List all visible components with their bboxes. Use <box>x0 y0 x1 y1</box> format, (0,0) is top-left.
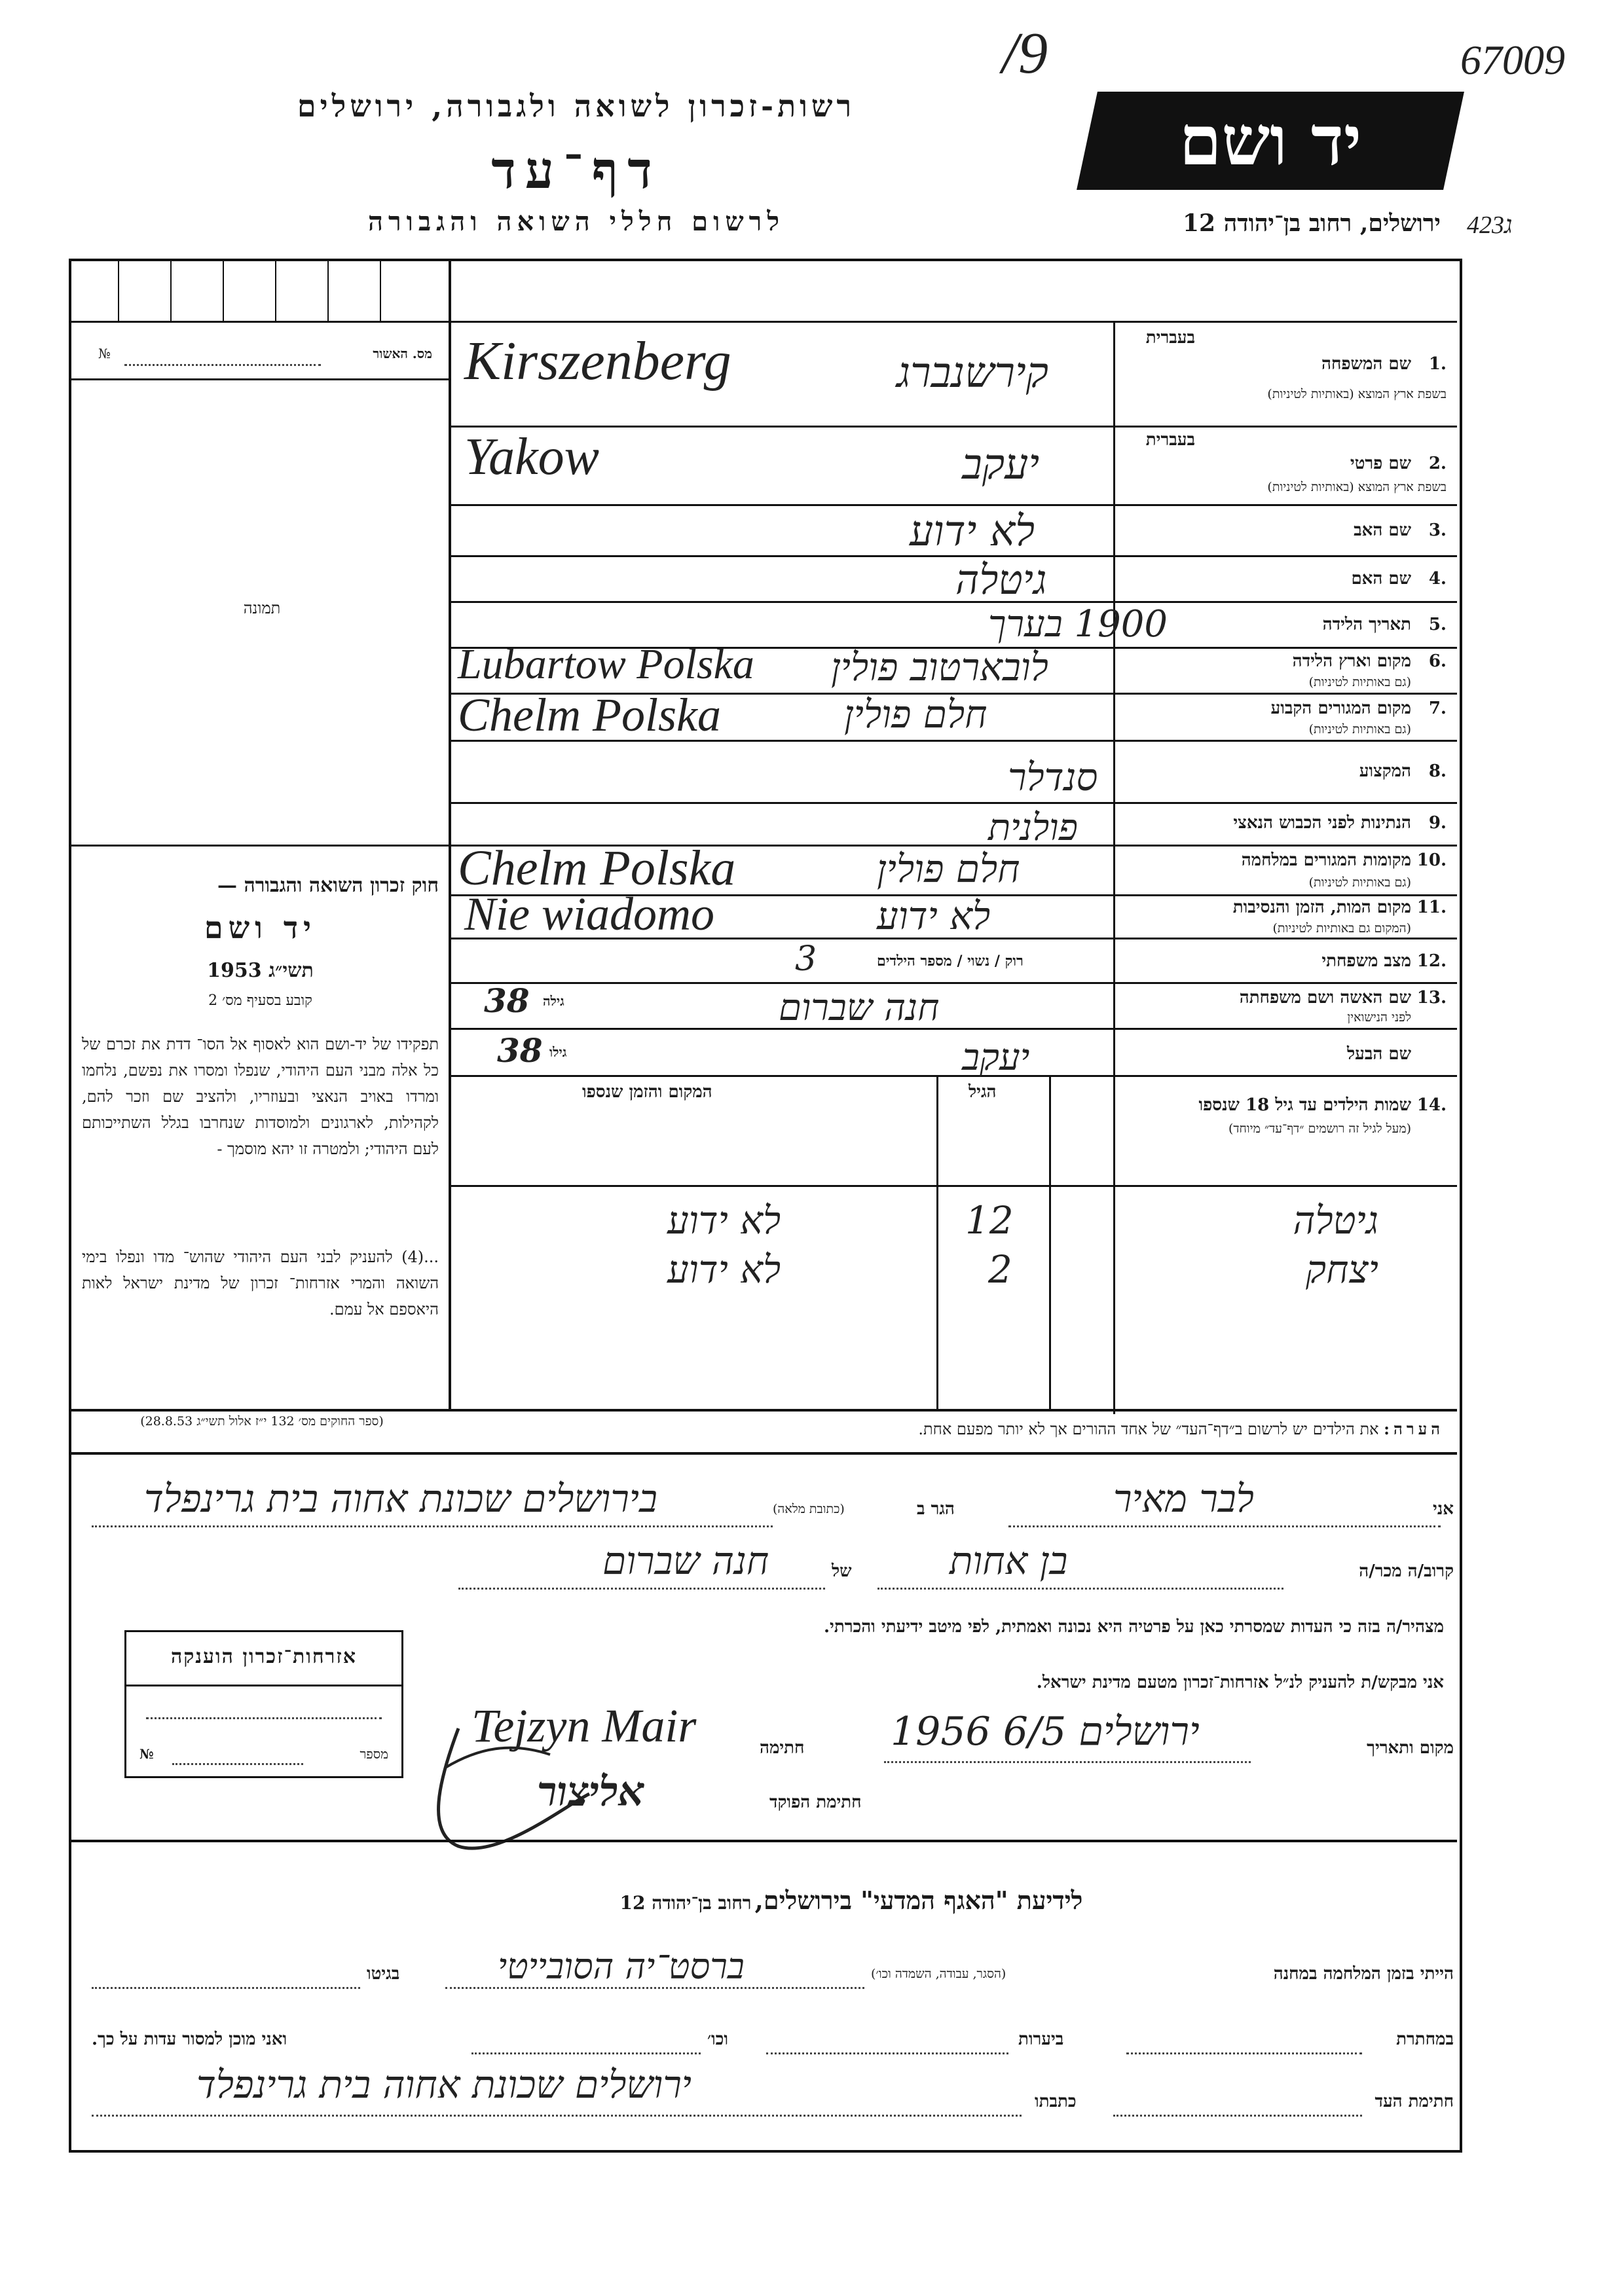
field-label: מקום וארץ הלידה <box>1292 651 1411 671</box>
field-sublabel: (גם באותיות לטיניות) <box>1308 675 1411 689</box>
address-label: כתבתו <box>1035 2092 1077 2111</box>
field-number: 2. <box>1428 454 1447 473</box>
value-hebrew: לובארטוב פולין <box>831 645 1048 689</box>
field-number: 10. <box>1416 850 1447 870</box>
field-label: תאריך הלידה <box>1322 615 1411 634</box>
value-hebrew: קירשנברג <box>896 349 1048 397</box>
value-hebrew: חלם פולין <box>844 692 987 737</box>
value-latin: Chelm Polska <box>458 689 721 741</box>
form-title: דף־עד <box>491 141 661 200</box>
ghetto-label: בגיטו <box>367 1964 400 1984</box>
field-number: 4. <box>1428 569 1447 589</box>
field-number: 7. <box>1428 699 1447 718</box>
forests-label: ביערות <box>1018 2030 1064 2049</box>
value-latin: Kirszenberg <box>464 331 731 392</box>
field-label: מקום המגורים הקבוע <box>1270 699 1411 718</box>
citizenship-no-sign: № <box>139 1746 154 1762</box>
decl-relation-label: קרוב/ה מכר/ה <box>1359 1561 1454 1581</box>
field-permanent-residence[interactable] <box>451 689 1457 741</box>
serial-field[interactable] <box>92 340 432 373</box>
signature-label: חתימה <box>760 1738 805 1758</box>
decl-address[interactable]: בירושלים שכונת אחוה בית גרינפלד <box>144 1476 657 1521</box>
field-nationality[interactable] <box>451 804 1457 849</box>
field-label: שם האב <box>1354 520 1411 540</box>
child-row[interactable] <box>451 1198 1457 1250</box>
field-family-name[interactable] <box>451 323 1457 426</box>
field-family-status[interactable] <box>451 939 1457 982</box>
value-hebrew: לא ידוע <box>877 894 991 938</box>
law-year: תשי״ג 1953 <box>207 959 314 982</box>
serial-label: מס. האשור <box>373 346 432 361</box>
field-number: 12. <box>1416 951 1447 971</box>
form-subtitle: לרשום חללי השואה והגבורה <box>367 206 785 237</box>
field-sublabel: (גם באותיות לטיניות) <box>1308 875 1411 890</box>
children-header-note: (מעל לגיל זה רושמים ״דף־עד״ מיוחד) <box>1228 1121 1411 1136</box>
camp-note: (הסגר, עבודה, השמדה וכו׳) <box>871 1967 1006 1981</box>
official-signature-label: חתימת הפוקד <box>769 1793 862 1812</box>
witness-sig-label: חתימת העד <box>1375 2092 1454 2111</box>
value-hebrew: יעקב <box>962 1036 1030 1079</box>
children-header <box>451 1077 1457 1185</box>
witness-address[interactable]: ירושלים שכונת אחוה בית גרינפלד <box>196 2062 692 2107</box>
field-number: 8. <box>1428 761 1447 781</box>
value-hebrew: סנדלר <box>1008 755 1098 799</box>
child-name: יצחק <box>1306 1247 1378 1292</box>
signature-flourish <box>419 1702 616 1859</box>
field-label: מצב משפחתי <box>1321 951 1411 971</box>
law-source: (ספר החוקים מס׳ 132 י״ז אלול תשי״ג 28.8.53) <box>140 1414 384 1429</box>
ready-text: ואני מוכן למסור עדות על כך. <box>92 2030 287 2049</box>
citizenship-box <box>124 1630 403 1778</box>
camp-prefix: הייתי בזמן המלחמה במחנה <box>1273 1964 1454 1984</box>
field-mother-name[interactable] <box>451 556 1457 604</box>
children-number: 14. <box>1416 1095 1447 1115</box>
corner-code: 423ג <box>1467 211 1513 239</box>
field-sublabel: בשפת ארץ המוצא (באותיות לטיניות) <box>1267 480 1447 494</box>
footer-title-address: רחוב בן־יהודה 12 <box>619 1892 752 1914</box>
field-husband-name[interactable] <box>451 1030 1457 1079</box>
field-label: המקצוע <box>1359 761 1411 781</box>
photo-label: תמונה <box>243 599 281 617</box>
hebrew-tag: בעברית <box>1145 430 1195 450</box>
child-name: גיטלה <box>1293 1198 1378 1243</box>
wife-age: 38 <box>484 981 530 1020</box>
children-header-age: הגיל <box>969 1082 997 1102</box>
file-number: 67009 <box>1460 37 1565 83</box>
field-number: 1. <box>1428 354 1447 374</box>
field-number: 3. <box>1428 520 1447 540</box>
child-place: לא ידוע <box>667 1247 781 1292</box>
field-label: שם האם <box>1351 569 1411 589</box>
child-age: 2 <box>988 1247 1012 1292</box>
note-label: הערה: <box>1384 1419 1444 1438</box>
signature-value[interactable]: Tejzyn Mair <box>471 1700 697 1752</box>
field-number: 11. <box>1416 898 1447 917</box>
value-hebrew: יעקב <box>962 441 1040 489</box>
value-latin: Yakow <box>464 428 600 486</box>
field-number: 13. <box>1416 988 1447 1008</box>
children-header-names: שמות הילדים עד גיל 18 שנספו <box>1198 1095 1411 1115</box>
authority-line: רשות-זכרון לשואה ולגבורה, ירושלים <box>297 88 856 124</box>
decl-relation[interactable]: בן אחות <box>950 1539 1068 1583</box>
wife-age-label: גילה <box>543 993 564 1009</box>
value-latin: Chelm Polska <box>458 841 736 896</box>
field-number: 9. <box>1428 813 1447 833</box>
value-hebrew: 1900 בערך <box>988 603 1168 646</box>
field-label: שם האשה ושם משפחתה <box>1239 988 1411 1008</box>
field-sublabel: לפני הנישואין <box>1347 1010 1411 1025</box>
law-clause: קובע בסעיף מס׳ 2 <box>208 993 312 1009</box>
children-count: 3 <box>795 939 817 979</box>
decl-statement: מצהיר/ה בזה כי העדות שמסרתי כאן על פרטיה היא נכונה ואמתית, לפי מיטב ידיעתי והכרתי. <box>823 1617 1444 1637</box>
citizenship-title: אזרחות־זכרון הוענקה <box>170 1645 358 1668</box>
value-latin: Nie wiadomo <box>464 888 715 940</box>
yad-vashem-logo <box>1077 92 1464 190</box>
husband-age-label: גילו <box>549 1044 567 1060</box>
law-name: יד ושם <box>204 910 317 945</box>
field-label: שם פרטי <box>1350 454 1411 473</box>
field-label: מקומות המגורים במלחמה <box>1241 850 1411 870</box>
decl-name[interactable]: לבר מאיר <box>1113 1476 1254 1521</box>
value-hebrew: פולנית <box>988 807 1078 849</box>
field-death-place[interactable] <box>451 888 1457 940</box>
serial-no-sign: № <box>98 346 111 361</box>
hebrew-tag: בעברית <box>1145 328 1195 348</box>
note-row <box>458 1419 1444 1439</box>
footer-title-main: לידיעת "האגף המדעי" בירושלים, <box>754 1886 1083 1915</box>
child-age: 12 <box>965 1198 1014 1243</box>
law-text-2: ...(4) להעניק לבני העם היהודי שהוש־ מדו ונפלו בימי השואה והמרי אזרחות־ זכרון של מדינת ישראל לאות היאספם אל עמם. <box>82 1248 439 1319</box>
field-sublabel: בשפת ארץ המוצא (באותיות לטיניות) <box>1267 387 1447 401</box>
decl-request: אני מבקש/ת להעניק לנ״ל אזרחות־זכרון מטעם מדינת ישראל. <box>1036 1673 1444 1692</box>
value-hebrew: חלם פולין <box>877 847 1020 891</box>
value-hebrew: לא ידוע <box>910 507 1035 556</box>
husband-age: 38 <box>497 1031 543 1070</box>
decl-relative-name[interactable]: חנה שברום <box>602 1539 769 1583</box>
logo-text: יד ושם <box>1179 100 1362 181</box>
children-header-place: המקום והזמן שנספו <box>582 1082 712 1102</box>
citizenship-number-label: מספר <box>360 1746 388 1762</box>
field-label: מקום המות, הזמן והנסיבות <box>1232 898 1411 917</box>
field-label: הנתינות לפני הכבוש הנאצי <box>1233 813 1411 833</box>
child-place: לא ידוע <box>667 1198 781 1243</box>
etc-label: וכו׳ <box>707 2030 729 2049</box>
law-title: חוק זכרון השואה והגבורה — <box>217 874 439 897</box>
header-address: ירושלים, רחוב בן־יהודה 12 <box>1182 210 1441 237</box>
field-profession[interactable] <box>451 742 1457 802</box>
field-sublabel: (המקום גם באותיות לטיניות) <box>1272 921 1411 936</box>
child-row[interactable] <box>451 1247 1457 1300</box>
value-hebrew: גיטלה <box>955 556 1047 604</box>
field-number: 6. <box>1428 651 1447 671</box>
law-text-1: תפקידו של יד-ושם הוא לאסוף אל הסו־ דדת את זכרם של כל אלה מבני העם היהודי, שנפלו ומסרו את נפשם, נלחמו ומרדו באויב הנאצי ובעוזריו, ולהציב שם וזכר להם, לקהילות, לארגונים ולמוסדות שנחרבו בגלל השתייכותם לעם היהודי; ולמטרה זו יהא מוסמך - <box>82 1035 439 1158</box>
decl-prefix: אני <box>1433 1499 1454 1519</box>
decl-resides-note: (כתובת מלאה) <box>773 1502 845 1516</box>
field-sublabel: (גם באותיות לטיניות) <box>1308 722 1411 737</box>
decl-of: של <box>832 1561 852 1581</box>
field-birth-place[interactable] <box>451 640 1457 693</box>
status-options: רוק / נשוי / מספר הילדים <box>877 953 1024 970</box>
place-date-value[interactable]: ירושלים 6/5 1956 <box>891 1709 1200 1755</box>
place-date-label: מקום ותאריך <box>1367 1738 1454 1758</box>
camp-value[interactable]: ברסט־יה הסובייטי <box>498 1946 745 1987</box>
stamp-number: /9 <box>1002 21 1048 86</box>
field-label: שם המשפחה <box>1321 354 1411 374</box>
value-hebrew: חנה שברום <box>779 987 940 1029</box>
note-text: את הילדים יש לרשום ב״דף־העד״ של אחד ההורים אך לא יותר מפעם אחת. <box>918 1420 1379 1438</box>
decl-resides: הגר ב <box>917 1499 955 1519</box>
field-wife-name[interactable] <box>451 981 1457 1029</box>
field-label: שם הבעל <box>1346 1044 1411 1064</box>
value-latin: Lubartow Polska <box>458 640 754 688</box>
field-number: 5. <box>1428 615 1447 634</box>
field-father-name[interactable] <box>451 506 1457 555</box>
field-first-name[interactable] <box>451 428 1457 504</box>
footer-title <box>262 1886 1441 1916</box>
partisans-label: במחתרת <box>1396 2030 1454 2049</box>
official-signature-value[interactable]: אליצור <box>537 1768 644 1815</box>
